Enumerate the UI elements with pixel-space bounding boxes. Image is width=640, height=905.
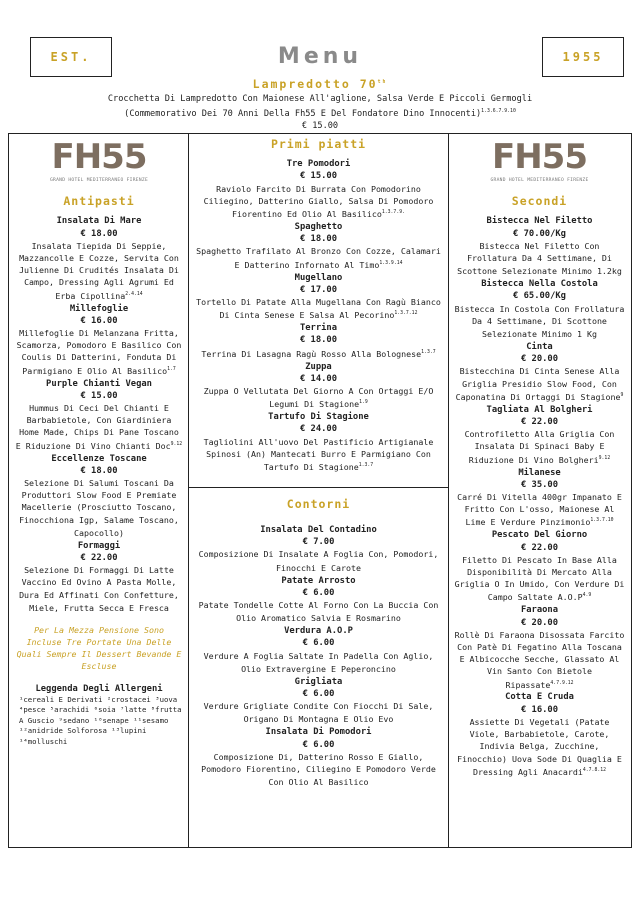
- section-title-secondi: Secondi: [511, 194, 568, 209]
- dish-description: [195, 650, 442, 675]
- dish-price: € 24.00: [299, 424, 338, 435]
- dish-description: [15, 564, 183, 614]
- dish-description-text: Carré Di Vitella 400gr Impanato E Fritto Con L'osso, Maionese Al Lime E Verdure Pinzimonio: [457, 491, 622, 528]
- dish-name: Tre Pomodori: [286, 159, 351, 170]
- dish-description: [15, 477, 183, 539]
- menu-item: [195, 221, 442, 271]
- dish-price: € 7.00: [302, 537, 335, 548]
- menu-item: [454, 691, 625, 777]
- dish-description: [454, 428, 625, 465]
- dish-name: Zuppa: [305, 361, 332, 372]
- antipasti-list: [15, 215, 183, 613]
- dish-description: [195, 245, 442, 270]
- menu-item: [195, 726, 442, 788]
- dish-name: Purple Chianti Vegan: [46, 378, 152, 389]
- dish-description: [195, 347, 442, 360]
- dish-name: Millefoglie: [69, 303, 129, 314]
- year-box: [542, 37, 624, 77]
- dish-description: [454, 365, 625, 402]
- dish-price: € 18.00: [299, 335, 338, 346]
- dish-description-text: Verdure Grigliate Condite Con Fiocchi Di Sale, Origano Di Montagna E Olio Evo: [203, 701, 434, 725]
- dish-description-text: Selezione Di Salumi Toscani Da Produttori Slow Food E Premiate Macellerie (Prosciutto Toscano, Finocchiona Igp, Salame Toscano, Capocollo): [19, 477, 179, 538]
- secondi-column: [448, 133, 632, 848]
- hotel-logo-right: [454, 137, 625, 187]
- dish-description-text: Rollè Di Faraona Disossata Farcito Con Patè Di Fegatino Alla Toscana E Albicocche Secche, Glassato Al Vin Santo Con Bietole Ripassate: [454, 629, 625, 690]
- primi-list: [195, 158, 442, 473]
- allergen-codes: 1.3.7.12: [394, 311, 418, 317]
- menu-item: [195, 676, 442, 726]
- half-board-note: Per La Mezza Pensione Sono Incluse Tre Portate Una Delle Quali Sempre Il Dessert Bevande E Escluse: [16, 624, 182, 672]
- dish-description: [195, 296, 442, 321]
- est-label: EST.: [50, 50, 92, 64]
- dish-name: Milanese: [518, 467, 561, 478]
- dish-description-text: Tagliolini All'uovo Del Pastificio Artigianale Spinosi (An) Mantecati Burro E Parmigiano Con Tartufo Di Stagione: [203, 436, 434, 472]
- dish-price: € 6.00: [302, 587, 335, 598]
- dish-description: [195, 599, 442, 624]
- dish-price: € 20.00: [520, 617, 559, 628]
- dish-name: Spaghetto: [294, 221, 343, 232]
- dish-description-text: Bistecca In Costola Con Frollatura Da 4 Settimane, Di Scottone Selezionate Minimo 1 Kg: [454, 303, 625, 339]
- allergen-codes: 1.3.9.14: [379, 260, 403, 266]
- dish-price: € 35.00: [520, 479, 559, 490]
- dish-price: € 17.00: [299, 284, 338, 295]
- dish-description-text: Assiette Di Vegetali (Patate Viole, Barbabietole, Carote, Indivia Belga, Zucchine, Finocchio) Uova Sode Di Quaglia E Dressing Agli Anacardi: [457, 716, 622, 777]
- dish-name: Insalata Di Pomodori: [265, 727, 372, 738]
- section-title-antipasti: Antipasti: [63, 194, 135, 209]
- allergen-codes: 4.7.8.12: [582, 767, 606, 773]
- secondi-list: [454, 215, 625, 777]
- dish-price: € 18.00: [299, 234, 338, 245]
- menu-item: [15, 453, 183, 539]
- special-line2-text: (Commemorativo Dei 70 Anni Della Fh55 E Del Fondatore Dino Innocenti): [124, 108, 482, 119]
- dish-price: € 70.00/Kg: [513, 228, 566, 239]
- dish-description-text: Hummus Di Ceci Del Chianti E Barbabietole, Con Giardiniera Home Made, Chips Di Pane Toscano E Riduzione Di Vino Chianti Doc: [15, 402, 179, 451]
- dish-description-text: Controfiletto Alla Griglia Con Insalata Di Spinaci Baby E Riduzione Di Vino Bolgheri: [464, 429, 615, 465]
- dish-description: [454, 716, 625, 778]
- dish-description-text: Verdure A Foglia Saltate In Padella Con Aglio, Olio Extravergine E Peperoncino: [203, 650, 434, 674]
- dish-description: [454, 303, 625, 340]
- dish-name: Eccellenze Toscane: [51, 453, 147, 464]
- dish-description-text: Filetto Di Pescato In Base Alla Disponibilità Di Mercato Alla Griglia O In Umido, Con Verdure Di Campo Saltate A.O.P: [454, 554, 625, 603]
- dish-price: € 16.00: [80, 315, 118, 326]
- special-line2: [0, 106, 640, 120]
- dish-name: Insalata Di Mare: [56, 216, 142, 227]
- section-title-contorni: Contorni: [286, 496, 351, 511]
- dish-description-text: Insalata Tiepida Di Seppie, Mazzancolle E Cozze, Servita Con Julienne Di Crudités Insalata Di Campo, Dressing Agli Agrumi Ed Erba Cipollina: [19, 240, 179, 301]
- menu-item: [454, 404, 625, 466]
- dish-price: € 22.00: [520, 542, 559, 553]
- dish-description: [195, 436, 442, 473]
- dish-name: Patate Arrosto: [281, 575, 356, 586]
- allergen-codes: 1.9: [359, 400, 368, 406]
- allergen-codes: 1.3.7: [358, 462, 374, 468]
- special-price: € 15.00: [301, 121, 339, 132]
- dish-price: € 16.00: [520, 704, 559, 715]
- dish-description: [454, 491, 625, 528]
- contorni-list: [195, 524, 442, 788]
- allergen-legend-title: Leggenda Degli Allergeni: [35, 683, 163, 694]
- dish-name: Cotta E Cruda: [505, 692, 574, 703]
- dish-price: € 18.00: [80, 465, 118, 476]
- dish-name: Pescato Del Giorno: [491, 530, 588, 541]
- special-name: Lampredotto 70: [252, 76, 378, 91]
- logo-mark: FH55: [51, 137, 147, 177]
- dish-name: Mugellano: [294, 272, 343, 283]
- dish-description-text: Composizione Di, Datterino Rosso E Giallo, Pomodoro Fiorentino, Ciliegino E Pomodoro Verde Con Olio Al Basilico: [201, 751, 436, 787]
- antipasti-column: [8, 133, 189, 848]
- dish-description-text: Millefoglie Di Melanzana Fritta, Scamorza, Pomodoro E Basilico Con Coulis Di Datterini, Fonduta Di Parmigiano E Olio Al Basilico: [16, 328, 182, 376]
- dish-description: [195, 548, 442, 573]
- dish-name: Grigliata: [294, 676, 343, 687]
- menu-item: [15, 215, 183, 301]
- dish-name: Formaggi: [77, 540, 121, 551]
- menu-item: [15, 540, 183, 614]
- menu-item: [195, 411, 442, 473]
- logo-subtitle: GRAND HOTEL MEDITERRANEO FIRENZE: [49, 178, 149, 183]
- dish-price: € 15.00: [299, 171, 338, 182]
- dish-description: [195, 183, 442, 220]
- allergen-codes: 1.3.7.10: [590, 518, 614, 524]
- dish-description-text: Selezione Di Formaggi Di Latte Vaccino Ed Ovino A Pasta Molle, Dura Ed Affinati Con Confetture, Miele, Frutta Secca E Fresca: [19, 565, 179, 613]
- dish-name: Faraona: [520, 605, 559, 616]
- menu-item: [195, 322, 442, 359]
- dish-name: Tagliata Al Bolgheri: [486, 404, 593, 415]
- allergen-codes: 9.12: [170, 441, 183, 447]
- year-label: 1955: [562, 50, 604, 64]
- dish-description: [454, 629, 625, 691]
- dish-name: Bistecca Nella Costola: [481, 279, 598, 290]
- allergen-codes: 1.3.7.9.: [381, 210, 405, 216]
- dish-description-text: Zuppa O Vellutata Del Giorno A Con Ortaggi E/O Legumi Di Stagione: [203, 385, 434, 409]
- dish-description-text: Patate Tondelle Cotte Al Forno Con La Buccia Con Olio Aromatico Salvia E Rosmarino: [198, 600, 439, 624]
- dish-description: [15, 402, 183, 452]
- dish-price: € 22.00: [520, 416, 559, 427]
- dish-description-text: Composizione Di Insalate A Foglia Con, Pomodori, Finocchi E Carote: [198, 549, 439, 573]
- dish-price: € 6.00: [302, 739, 335, 750]
- dish-price: € 22.00: [80, 552, 118, 563]
- allergen-codes: 2.4.14: [125, 291, 143, 297]
- dish-name: Bistecca Nel Filetto: [486, 216, 593, 227]
- dish-name: Verdura A.O.P: [284, 626, 353, 637]
- menu-item: [15, 378, 183, 452]
- dish-description: [195, 700, 442, 725]
- dish-description-text: Bistecca Nel Filetto Con Frollatura Da 4 Settimane, Di Scottone Selezionate Minimo 1.2kg: [457, 240, 622, 276]
- page-title: Menu: [277, 44, 363, 69]
- dish-price: € 6.00: [302, 638, 335, 649]
- dish-description-text: Terrina Di Lasagna Ragù Rosso Alla Bolognese: [201, 348, 422, 359]
- dish-description: [454, 240, 625, 277]
- special-line1: Crocchetta Di Lampredotto Con Maionese All'aglione, Salsa Verde E Piccoli Germogli: [107, 94, 533, 105]
- dish-description: [15, 240, 183, 302]
- menu-item: [195, 575, 442, 625]
- dish-price: € 65.00/Kg: [513, 291, 566, 302]
- dish-description-text: Tortello Di Patate Alla Mugellana Con Ragù Bianco Di Cinta Senese E Salsa Al Pecorino: [196, 296, 441, 320]
- dish-price: € 15.00: [80, 390, 118, 401]
- dish-price: € 18.00: [80, 228, 118, 239]
- dish-description-text: Raviolo Farcito Di Burrata Con Pomodorino Ciliegino, Datterino Giallo, Salsa Di Pomodoro Fiorentino Ed Olio Al Basilico: [203, 183, 434, 219]
- dish-description: [195, 385, 442, 410]
- menu-item: [15, 303, 183, 377]
- special-title: [0, 77, 640, 90]
- dish-name: Terrina: [299, 323, 338, 334]
- allergen-legend: ¹cereali E Derivati ²crostacei ³uova ⁴pesce ⁵arachidi ⁶soia ⁷latte ⁸frutta A Guscio ⁹sedano ¹⁰senape ¹¹sesamo ¹²anidride Solforosa ¹³lupini ¹⁴molluschi: [19, 694, 182, 746]
- dish-price: € 14.00: [299, 373, 338, 384]
- dish-description: [454, 554, 625, 604]
- allergen-codes: 4.7.9.12: [550, 680, 574, 686]
- menu-item: [195, 625, 442, 675]
- allergen-codes: 1.7: [167, 366, 176, 372]
- dish-name: Insalata Del Contadino: [260, 525, 377, 536]
- menu-item: [454, 215, 625, 277]
- menu-item: [454, 604, 625, 690]
- menu-item: [454, 529, 625, 603]
- dish-description-text: Bistecchina Di Cinta Senese Alla Griglia Presidio Slow Food, Con Caponatina Di Ortaggi Di Stagione: [455, 366, 621, 402]
- special-line2-sup: 1.3.6.7.9.10: [481, 108, 516, 114]
- menu-item: [454, 278, 625, 340]
- special-dish: [0, 77, 640, 133]
- middle-column: [188, 133, 449, 848]
- menu-item: [454, 467, 625, 529]
- menu-item: [195, 361, 442, 411]
- dish-price: € 20.00: [520, 354, 559, 365]
- allergen-codes: 9.12: [598, 455, 611, 461]
- dish-price: € 6.00: [302, 689, 335, 700]
- logo-subtitle-right: GRAND HOTEL MEDITERRANEO FIRENZE: [490, 178, 589, 183]
- menu-item: [454, 341, 625, 403]
- allergen-codes: 4.9: [582, 593, 592, 599]
- logo-mark-right: FH55: [492, 137, 587, 177]
- section-divider: [189, 487, 448, 488]
- section-title-primi: Primi piatti: [270, 137, 367, 151]
- allergen-codes: 1.3.7: [421, 349, 436, 355]
- dish-name: Tartufo Di Stagione: [268, 412, 369, 423]
- hotel-logo: [15, 137, 183, 187]
- dish-name: Cinta: [526, 341, 553, 352]
- dish-description: [15, 327, 183, 377]
- menu-item: [195, 158, 442, 220]
- dish-description-text: Spaghetto Trafilato Al Bronzo Con Cozze, Calamari E Datterino Infornato Al Timo: [196, 246, 441, 270]
- menu-item: [195, 272, 442, 322]
- menu-item: [195, 524, 442, 574]
- allergen-codes: 9: [620, 392, 624, 398]
- special-name-sup: th: [377, 80, 388, 85]
- dish-description: [195, 751, 442, 788]
